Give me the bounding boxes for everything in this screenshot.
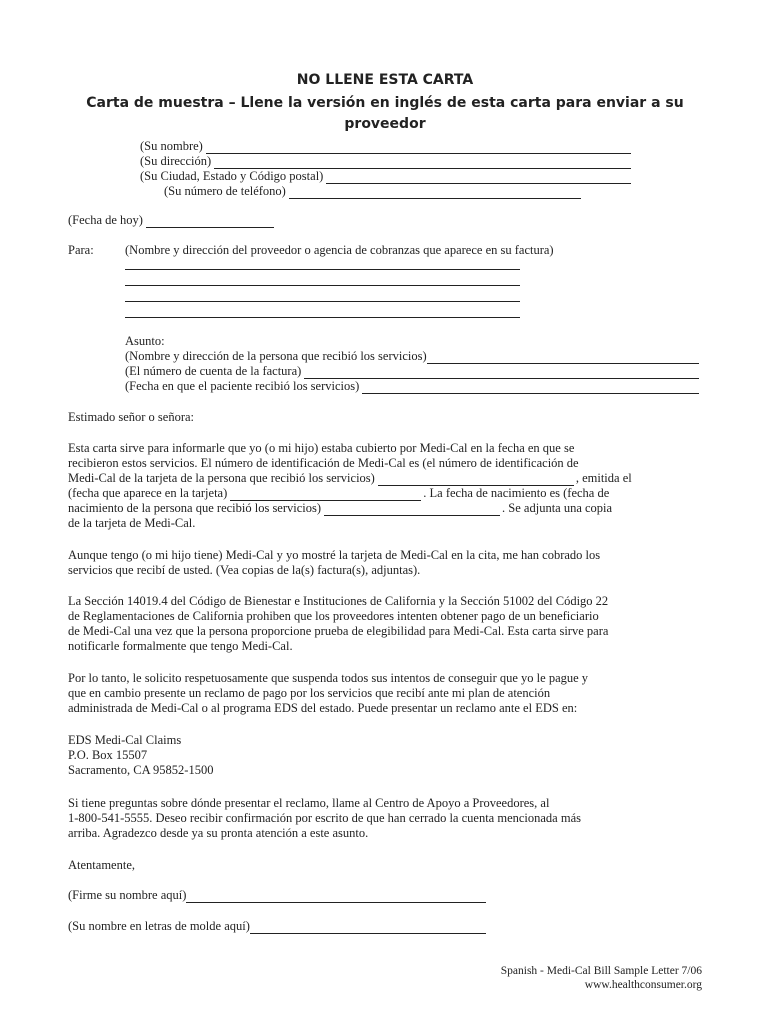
copy-attached-label: . Se adjunta una copia: [502, 501, 613, 515]
birthdate-person-label: nacimiento de la persona que recibió los servicios): [68, 501, 322, 515]
paragraph-line: servicios que recibí de usted. (Vea copias de la(s) factura(s), adjuntas).: [68, 563, 421, 577]
sender-phone-row: [164, 184, 581, 199]
date-field[interactable]: [146, 216, 274, 228]
issued-label: , emitida el: [575, 471, 632, 485]
paragraph-line: Aunque tengo (o mi hijo tiene) Medi-Cal y yo mostré la tarjeta de Medi-Cal en la cita, me han cobrado los: [68, 548, 601, 562]
subject-patient-row: [125, 349, 699, 364]
paragraph-line: administrada de Medi-Cal o al programa EDS del estado. Puede presentar un reclamo ante el EDS en:: [68, 701, 578, 715]
recipient-line-2[interactable]: [125, 285, 520, 286]
sender-city-field[interactable]: [326, 172, 631, 184]
signature-field[interactable]: [186, 891, 486, 903]
print-name-label: (Su nombre en letras de molde aquí): [68, 919, 250, 933]
subject-date-row: [125, 379, 699, 394]
card-date-label: (fecha que aparece en la tarjeta): [68, 486, 228, 500]
recipient-line-3[interactable]: [125, 301, 520, 302]
paragraph-billed: [68, 548, 708, 578]
paragraph-line: de la tarjeta de Medi-Cal.: [68, 516, 196, 530]
sender-address-label: (Su dirección): [140, 154, 212, 168]
sender-address-row: [140, 154, 631, 169]
para-instruction: (Nombre y dirección del proveedor o agencia de cobranzas que aparece en su factura): [125, 243, 554, 257]
card-date-field[interactable]: [230, 489, 421, 501]
footer-version: Spanish - Medi-Cal Bill Sample Letter 7/06: [500, 965, 702, 977]
paragraph-line: Si tiene preguntas sobre dónde presentar el reclamo, llame al Centro de Apoyo a Proveedores, al: [68, 796, 550, 810]
date-row: [68, 213, 274, 228]
paragraph-line: 1-800-541-5555. Deseo recibir confirmación por escrito de que han cerrado la cuenta mencionada más: [68, 811, 581, 825]
footer-website: www.healthconsumer.org: [584, 979, 702, 991]
recipient-line-1[interactable]: [125, 269, 520, 270]
paragraph-line: de Reglamentaciones de California prohiben que los proveedores intenten obtener pago de un beneficiario: [68, 609, 599, 623]
sender-name-field[interactable]: [206, 142, 631, 154]
closing: Atentamente,: [68, 858, 135, 872]
paragraph-line: notificarle formalmente que tengo Medi-Cal.: [68, 639, 293, 653]
greeting: Estimado señor o señora:: [68, 410, 195, 424]
paragraph-line: de Medi-Cal una vez que la persona proporcione prueba de elegibilidad para Medi-Cal. Esta carta sirve para: [68, 624, 609, 638]
subject-label: Asunto:: [125, 334, 165, 348]
signature-row: [68, 888, 486, 903]
medical-id-row: [68, 471, 688, 486]
sender-phone-label: (Su número de teléfono): [164, 184, 286, 198]
sender-phone-field[interactable]: [289, 187, 581, 199]
subtitle-line-1: Carta de muestra – Llene la versión en inglés de esta carta para enviar a su: [86, 95, 684, 111]
print-name-row: [68, 919, 486, 934]
paragraph-line: arriba. Agradezco desde ya su pronta atención a este asunto.: [68, 826, 369, 840]
sender-address-field[interactable]: [214, 157, 631, 169]
medical-id-field[interactable]: [378, 474, 574, 486]
page-title: NO LLENE ESTA CARTA: [296, 72, 474, 88]
subject-account-label: (El número de cuenta de la factura): [125, 364, 302, 378]
paragraph-line: Esta carta sirve para informarle que yo (o mi hijo) estaba cubierto por Medi-Cal en la fecha en que se: [68, 441, 575, 455]
date-label: (Fecha de hoy): [68, 213, 143, 227]
eds-address-line: EDS Medi-Cal Claims: [68, 733, 182, 747]
medical-id-label: Medi-Cal de la tarjeta de la persona que recibió los servicios): [68, 471, 375, 485]
para-label: Para:: [68, 243, 94, 257]
card-date-row: [68, 486, 688, 501]
recipient-line-4[interactable]: [125, 317, 520, 318]
paragraph-line: recibieron estos servicios. El número de identificación de Medi-Cal es (el número de identificación de: [68, 456, 579, 470]
paragraph-questions: [68, 796, 708, 841]
birthdate-label: . La fecha de nacimiento es (fecha de: [423, 486, 610, 500]
eds-address: [68, 733, 213, 778]
signature-label: (Firme su nombre aquí): [68, 888, 187, 902]
sender-name-label: (Su nombre): [140, 139, 203, 153]
paragraph-coverage: [68, 441, 688, 531]
print-name-field[interactable]: [250, 922, 486, 934]
subject-date-field[interactable]: [362, 382, 699, 394]
page-subtitle: [60, 95, 710, 133]
subject-account-row: [125, 364, 699, 379]
paragraph-line: Por lo tanto, le solicito respetuosamente que suspenda todos sus intentos de conseguir que yo le pague y: [68, 671, 589, 685]
subject-date-label: (Fecha en que el paciente recibió los servicios): [125, 379, 360, 393]
subject-account-field[interactable]: [304, 367, 699, 379]
footer: [501, 964, 702, 992]
subject-patient-label: (Nombre y dirección de la persona que recibió los servicios): [125, 349, 427, 363]
paragraph-line: que en cambio presente un reclamo de pago por los servicios que recibí ante mi plan de atención: [68, 686, 551, 700]
paragraph-request: [68, 671, 708, 716]
birthdate-field[interactable]: [324, 504, 500, 516]
subtitle-line-2: proveedor: [344, 116, 426, 132]
eds-address-line: Sacramento, CA 95852-1500: [68, 763, 214, 777]
subject-patient-field[interactable]: [427, 352, 699, 364]
paragraph-law: [68, 594, 708, 654]
eds-address-line: P.O. Box 15507: [68, 748, 148, 762]
sender-city-label: (Su Ciudad, Estado y Código postal): [140, 169, 324, 183]
sender-city-row: [140, 169, 631, 184]
paragraph-line: La Sección 14019.4 del Código de Bienestar e Instituciones de California y la Sección 51002 del Código 22: [68, 594, 609, 608]
sender-name-row: [140, 139, 631, 154]
birthdate-row: [68, 501, 688, 516]
